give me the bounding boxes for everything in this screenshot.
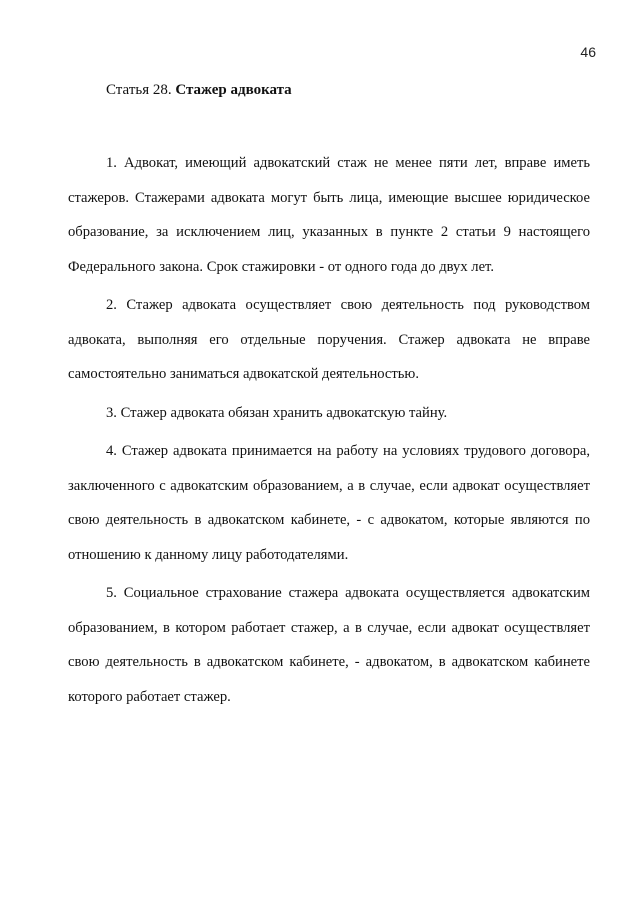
- paragraph-1: 1. Адвокат, имеющий адвокатский стаж не менее пяти лет, вправе иметь стажеров. Стажерами адвоката могут быть лица, имеющие высшее юридическое образование, за исключением лиц, указанных в пункте 2 статьи 9 настоящего Федерального закона. Срок стажировки - от одного года до двух лет.: [68, 155, 590, 275]
- page-number: 46: [580, 44, 596, 60]
- article-text: [68, 146, 590, 714]
- paragraph-2: 2. Стажер адвоката осуществляет свою деятельность под руководством адвоката, выполняя его отдельные поручения. Стажер адвоката не вправе самостоятельно заниматься адвокатской деятельностью.: [68, 297, 590, 382]
- paragraph-4: 4. Стажер адвоката принимается на работу на условиях трудового договора, заключенного с адвокатским образованием, а в случае, если адвокат осуществляет свою деятельность в адвокатском кабинете, - с адвокатом, которые являются по отношению к данному лицу работодателями.: [68, 443, 590, 563]
- paragraph-5: 5. Социальное страхование стажера адвоката осуществляется адвокатским образованием, в котором работает стажер, а в случае, если адвокат осуществляет свою деятельность в адвокатском кабинете, - адвокатом, в адвокатском кабинете которого работает стажер.: [68, 585, 590, 705]
- article-number: Статья 28.: [106, 82, 176, 98]
- article-heading: [106, 80, 590, 100]
- paragraph-3: 3. Стажер адвоката обязан хранить адвокатскую тайну.: [106, 404, 448, 421]
- article-title: Стажер адвоката: [175, 82, 292, 98]
- document-body: [68, 80, 590, 718]
